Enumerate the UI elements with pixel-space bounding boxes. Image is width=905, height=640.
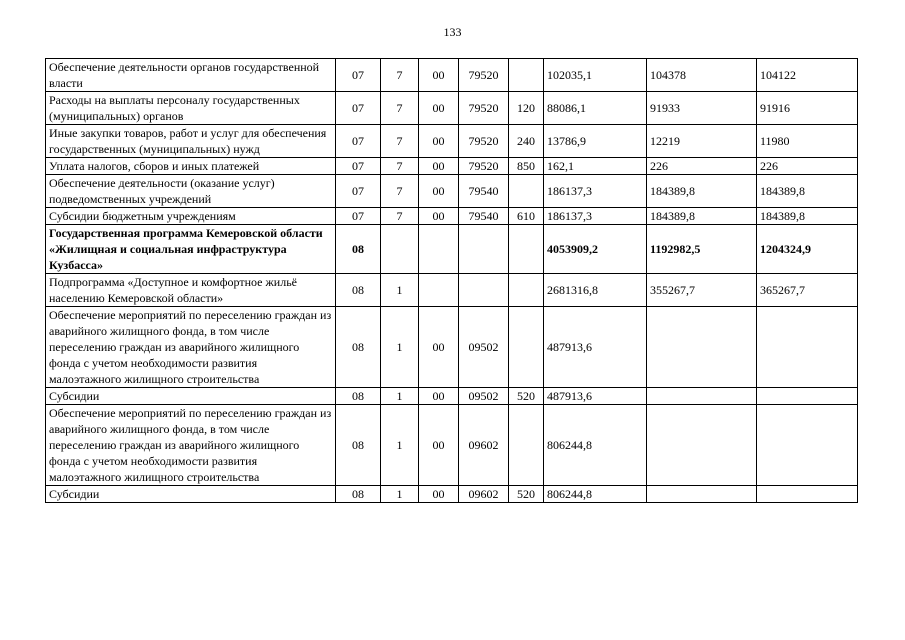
table-row [46,59,858,92]
cell-expense-type [509,405,544,486]
cell-expense-type: 120 [509,92,544,125]
cell-section: 08 [336,307,381,388]
cell-sum-year1: 4053909,2 [544,225,647,274]
cell-direction: 79520 [459,125,509,158]
cell-sum-year2 [647,307,757,388]
cell-sum-year3: 91916 [757,92,858,125]
cell-sum-year1: 186137,3 [544,175,647,208]
cell-program: 1 [381,405,419,486]
cell-subprogram [419,225,459,274]
cell-section: 07 [336,92,381,125]
cell-sum-year3 [757,405,858,486]
cell-sum-year2 [647,486,757,503]
table-body [46,59,858,503]
cell-program: 7 [381,158,419,175]
cell-section: 07 [336,59,381,92]
cell-sum-year2: 12219 [647,125,757,158]
cell-expense-type [509,274,544,307]
cell-sum-year3 [757,307,858,388]
cell-subprogram: 00 [419,92,459,125]
cell-program [381,225,419,274]
cell-name: Обеспечение мероприятий по переселению граждан из аварийного жилищного фонда, в том числе переселению граждан из аварийного жилищного фонда с учетом необходимости развития малоэтажного жилищного строительства [46,307,336,388]
cell-program: 1 [381,486,419,503]
cell-subprogram: 00 [419,307,459,388]
cell-name: Обеспечение мероприятий по переселению граждан из аварийного жилищного фонда, в том числе переселению граждан из аварийного жилищного фонда с учетом необходимости развития малоэтажного жилищного строительства [46,405,336,486]
cell-section: 07 [336,125,381,158]
cell-expense-type [509,307,544,388]
cell-sum-year3: 1204324,9 [757,225,858,274]
cell-sum-year1: 806244,8 [544,405,647,486]
cell-sum-year3: 365267,7 [757,274,858,307]
cell-name: Обеспечение деятельности (оказание услуг) подведомственных учреждений [46,175,336,208]
table-row [46,92,858,125]
table-row [46,388,858,405]
cell-subprogram: 00 [419,405,459,486]
cell-sum-year2: 91933 [647,92,757,125]
cell-section: 08 [336,274,381,307]
cell-subprogram: 00 [419,59,459,92]
cell-sum-year3: 184389,8 [757,175,858,208]
cell-expense-type: 520 [509,388,544,405]
cell-name: Уплата налогов, сборов и иных платежей [46,158,336,175]
table-row [46,405,858,486]
cell-sum-year3: 11980 [757,125,858,158]
cell-sum-year3 [757,486,858,503]
cell-program: 1 [381,274,419,307]
cell-subprogram: 00 [419,208,459,225]
cell-direction: 09502 [459,307,509,388]
cell-section: 08 [336,225,381,274]
cell-name: Расходы на выплаты персоналу государственных (муниципальных) органов [46,92,336,125]
cell-direction: 09502 [459,388,509,405]
cell-expense-type [509,59,544,92]
cell-name: Обеспечение деятельности органов государственной власти [46,59,336,92]
table-row [46,307,858,388]
cell-direction [459,274,509,307]
cell-sum-year3: 184389,8 [757,208,858,225]
cell-subprogram [419,274,459,307]
cell-direction [459,225,509,274]
cell-expense-type: 240 [509,125,544,158]
cell-program: 1 [381,307,419,388]
cell-direction: 79540 [459,208,509,225]
cell-sum-year2: 184389,8 [647,208,757,225]
cell-section: 08 [336,486,381,503]
cell-name: Субсидии [46,388,336,405]
cell-subprogram: 00 [419,486,459,503]
table-row [46,274,858,307]
page-number: 133 [443,25,462,39]
table-row [46,486,858,503]
table-row [46,175,858,208]
cell-expense-type: 520 [509,486,544,503]
cell-name: Государственная программа Кемеровской области «Жилищная и социальная инфраструктура Кузбасса» [46,225,336,274]
cell-direction: 79520 [459,59,509,92]
cell-program: 7 [381,175,419,208]
cell-sum-year2: 355267,7 [647,274,757,307]
cell-sum-year1: 102035,1 [544,59,647,92]
cell-direction: 09602 [459,405,509,486]
cell-expense-type [509,175,544,208]
cell-subprogram: 00 [419,158,459,175]
cell-sum-year1: 487913,6 [544,307,647,388]
cell-expense-type [509,225,544,274]
cell-sum-year1: 162,1 [544,158,647,175]
cell-sum-year1: 88086,1 [544,92,647,125]
table-row [46,225,858,274]
cell-sum-year1: 487913,6 [544,388,647,405]
cell-subprogram: 00 [419,175,459,208]
cell-subprogram: 00 [419,125,459,158]
cell-name: Подпрограмма «Доступное и комфортное жильё населению Кемеровской области» [46,274,336,307]
cell-expense-type: 610 [509,208,544,225]
table-row [46,208,858,225]
cell-sum-year2: 1192982,5 [647,225,757,274]
cell-subprogram: 00 [419,388,459,405]
cell-section: 08 [336,388,381,405]
cell-sum-year1: 2681316,8 [544,274,647,307]
table-row [46,158,858,175]
cell-program: 7 [381,208,419,225]
table-row [46,125,858,158]
cell-name: Иные закупки товаров, работ и услуг для обеспечения государственных (муниципальных) нужд [46,125,336,158]
cell-program: 1 [381,388,419,405]
cell-section: 08 [336,405,381,486]
cell-sum-year3: 104122 [757,59,858,92]
cell-direction: 79520 [459,92,509,125]
cell-sum-year2 [647,388,757,405]
cell-name: Субсидии бюджетным учреждениям [46,208,336,225]
cell-sum-year1: 186137,3 [544,208,647,225]
budget-table [45,58,858,503]
cell-sum-year1: 13786,9 [544,125,647,158]
cell-direction: 09602 [459,486,509,503]
cell-expense-type: 850 [509,158,544,175]
cell-sum-year3 [757,388,858,405]
cell-section: 07 [336,175,381,208]
cell-sum-year2: 104378 [647,59,757,92]
cell-sum-year3: 226 [757,158,858,175]
cell-sum-year2: 184389,8 [647,175,757,208]
cell-program: 7 [381,92,419,125]
cell-direction: 79540 [459,175,509,208]
cell-direction: 79520 [459,158,509,175]
cell-section: 07 [336,208,381,225]
cell-program: 7 [381,125,419,158]
cell-program: 7 [381,59,419,92]
cell-name: Субсидии [46,486,336,503]
cell-sum-year2: 226 [647,158,757,175]
cell-sum-year1: 806244,8 [544,486,647,503]
cell-sum-year2 [647,405,757,486]
cell-section: 07 [336,158,381,175]
